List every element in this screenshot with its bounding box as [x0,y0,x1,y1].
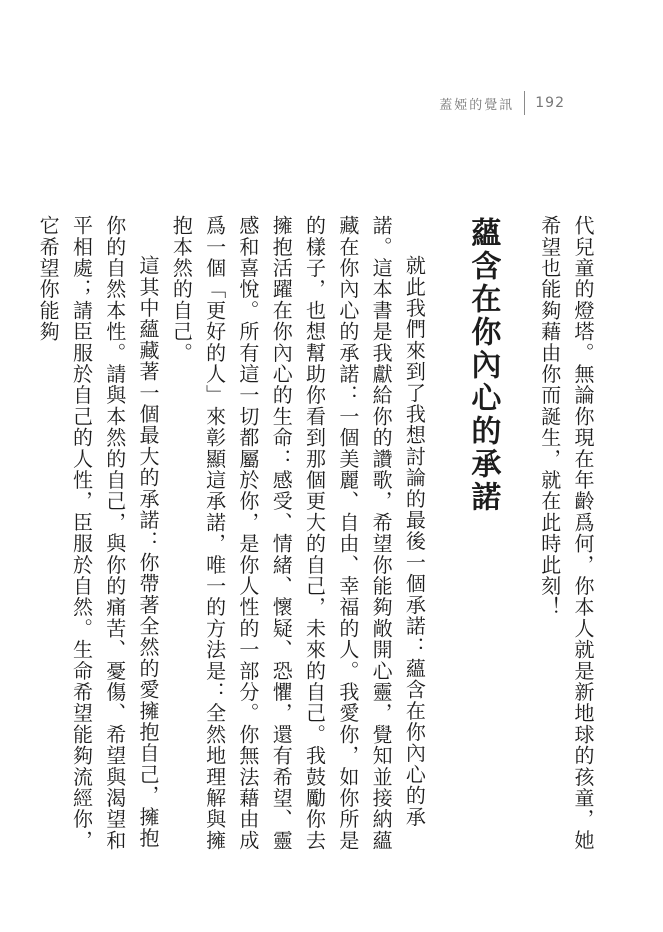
running-head-title: 蓋婭的覺訊 [439,97,515,113]
paragraph: 就此我們來到了我想討論的最後一個承諾：蘊含在你內心的承諾。這本書是我獻給你的讚歌，希望你能夠敞開心靈，覺知並接納蘊藏在你內心的承諾：一個美麗、自由、幸福的人。我愛你，如你所是的樣子，也想幫助你看到那個更大的自己，未來的自己。我鼓勵你去擁抱活躍在你內心的生命：感受、情緒、懷疑、恐懼，還有希望、靈感和喜悅。所有這一切都屬於你，是你人性的一部分。你無法藉由成爲一個「更好的人」來彰顯這承諾，唯一的方法是：全然地理解與擁抱本然的自己。 [169,215,427,851]
page-number: 192 [535,95,565,111]
page-body [31,215,599,865]
header-divider [524,91,525,115]
page-header [439,90,565,116]
section-heading: 蘊含在你內心的承諾 [465,217,501,514]
paragraph: 這其中蘊藏著一個最大的承諾：你帶著全然的愛擁抱自己，擁抱你的自然本性。請與本然的自己，與你的痛苦、憂傷、希望與渴望和平相處；請臣服於自己的人性，臣服於自然。生命希望能夠流經你，它希望你能夠 [36,215,161,851]
paragraph-continued: 代兒童的燈塔。無論你現在年齡爲何，你本人就是新地球的孩童，她希望也能夠藉由你而誕生，就在此時此刻！ [537,215,595,851]
